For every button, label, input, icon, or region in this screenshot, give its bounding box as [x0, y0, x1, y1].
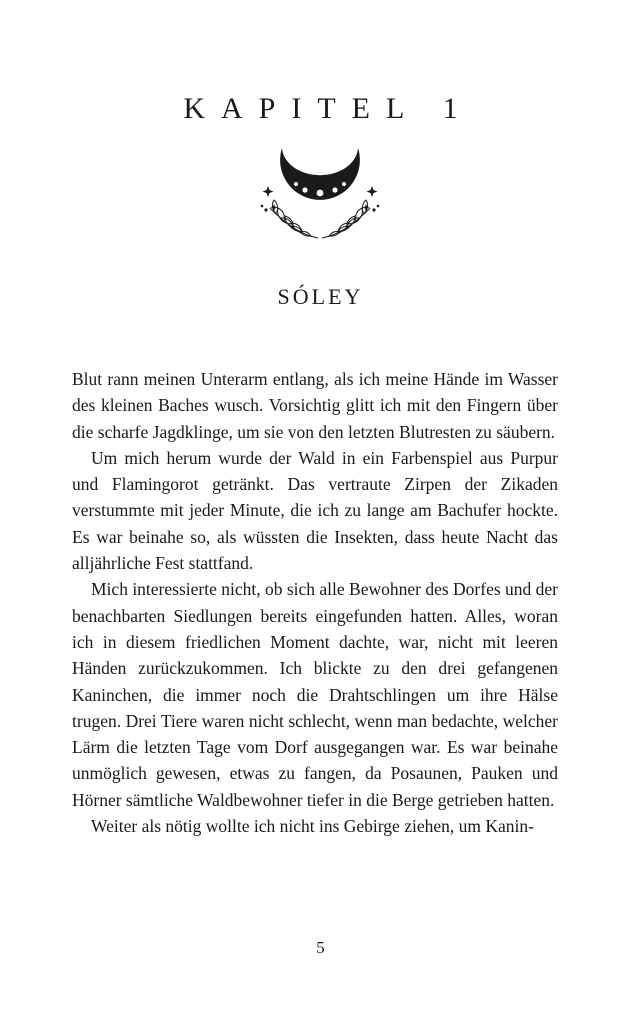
paragraph: Weiter als nötig wollte ich nicht ins Gebirge ziehen, um Kanin-	[91, 816, 534, 837]
character-name: SÓLEY	[277, 284, 364, 309]
chapter-body	[72, 366, 558, 839]
paragraph: Um mich herum wurde der Wald in ein Farbenspiel aus Purpur und Flamingorot getränkt. Das vertraute Zirpen der Zikaden verstummte mit jeder Minute, die ich zu lange am Bachufer hockte. Es war beinahe so, als wüssten die Insekten, dass heute Nacht das alljährliche Fest stattfand.	[72, 447, 558, 574]
page-number: 5	[316, 938, 325, 957]
paragraph: Blut rann meinen Unterarm entlang, als ich meine Hände im Wasser des kleinen Baches wusch. Vorsichtig glitt ich mit den Fingern über die scharfe Jagdklinge, um sie von den letzten Blutresten zu säubern.	[72, 369, 558, 442]
chapter-heading: KAPITEL 1	[183, 92, 474, 125]
crescent-moon-with-laurel-icon	[240, 148, 400, 248]
paragraph: Mich interessierte nicht, ob sich alle Bewohner des Dorfes und der benachbarten Siedlungen bereits eingefunden hatten. Alles, woran ich in diesem friedlichen Moment dachte, war, nicht mit leeren Händen zurückzukommen. Ich blickte zu den drei gefangenen Kaninchen, die immer noch die Drahtschlingen um ihre Hälse trugen. Drei Tiere waren nicht schlecht, wenn man bedachte, welcher Lärm die letzten Tage vom Dorf ausgegangen war. Es war beinahe unmöglich gewesen, etwas zu fangen, da Posaunen, Pauken und Hörner sämtliche Waldbewohner tiefer in die Berge getrieben hatten.	[72, 579, 559, 810]
